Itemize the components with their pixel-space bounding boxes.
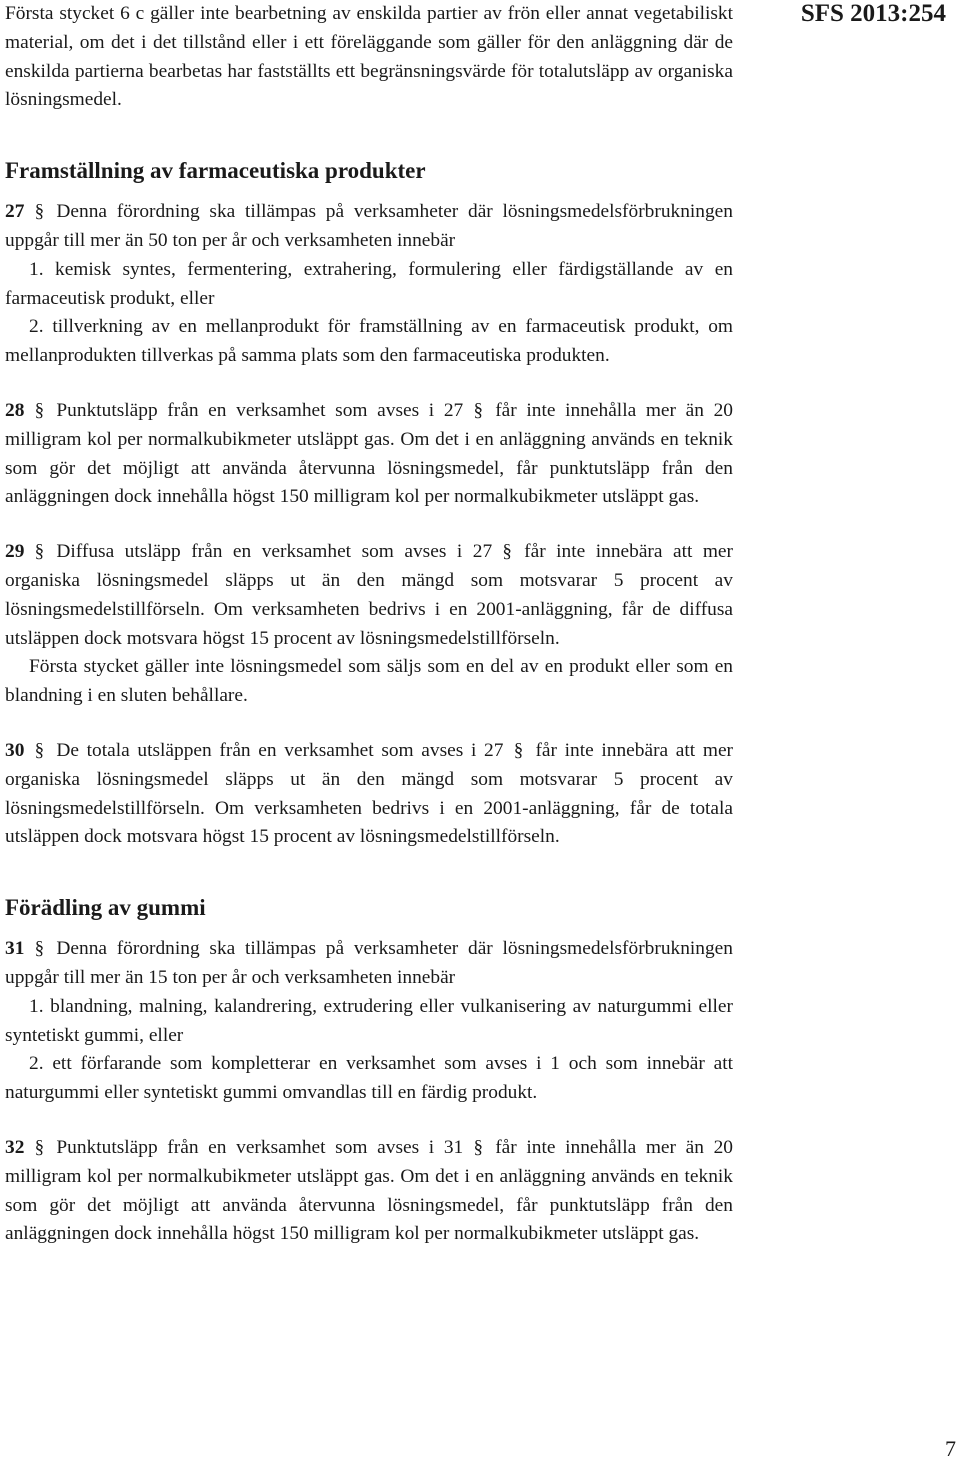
section-number: 29 (5, 541, 25, 563)
section-symbol: § (34, 201, 45, 223)
page-number: 7 (945, 1436, 956, 1461)
section-number: 28 (5, 399, 25, 421)
section-symbol: § (34, 541, 45, 563)
list-item: 2. tillverkning av en mellanprodukt för framställning av en farmaceutisk produkt, om mellanprodukten tillverkas på samma plats som den farmaceutiska produkten. (5, 316, 733, 367)
document-code: SFS 2013:254 (800, 0, 946, 27)
intro-paragraph: Första stycket 6 c gäller inte bearbetning av enskilda partier av frön eller annat vegetabiliskt material, om det i det tillstånd eller i ett föreläggande som gäller för den anläggning där de enskilda partierna bearbetas har fastställts ett begränsningsvärde för totalutsläpp av organiska lösningsmedel. (5, 3, 733, 111)
section-symbol: § (34, 938, 45, 960)
section-32 (5, 1134, 733, 1249)
section-symbol: § (473, 1136, 483, 1158)
section-28-text-cont: får inte innehålla mer än 20 milligram kol per normalkubikmeter utsläppt gas. Om det i en anläggning används en teknik som gör det möjligt att använda återvunna lösningsmedel, får punktutsläpp från den anläggningen dock innehålla högst 150 milligram kol per normalkubikmeter utsläppt gas. (5, 399, 733, 508)
section-30-text: De totala utsläppen från en verksamhet som avses i 27 (56, 739, 504, 761)
page-body (5, 0, 733, 1249)
list-item: 1. blandning, malning, kalandrering, extrudering eller vulkanisering av naturgummi eller syntetiskt gummi, eller (5, 995, 733, 1046)
section-28-text: Punktutsläpp från en verksamhet som avses i 27 (56, 399, 464, 421)
list-item: 1. kemisk syntes, fermentering, extrahering, formulering eller färdigställande av en farmaceutisk produkt, eller (5, 258, 733, 309)
section-symbol: § (473, 399, 483, 421)
section-symbol: § (34, 1136, 45, 1158)
list-item: 2. ett förfarande som kompletterar en verksamhet som avses i 1 och som innebär att naturgummi eller syntetiskt gummi omvandlas till en färdig produkt. (5, 1053, 733, 1104)
section-number: 30 (5, 739, 25, 761)
section-27 (5, 198, 733, 256)
section-29-second-paragraph: Första stycket gäller inte lösningsmedel som säljs som en del av en produkt eller som en blandning i en sluten behållare. (5, 656, 733, 707)
section-number: 32 (5, 1136, 25, 1158)
section-symbol: § (34, 399, 45, 421)
section-number: 27 (5, 201, 25, 223)
heading-rubber: Förädling av gummi (5, 895, 206, 921)
section-32-text: Punktutsläpp från en verksamhet som avses i 31 (56, 1136, 464, 1158)
section-symbol: § (513, 739, 524, 761)
section-29-text-cont: får inte innebära att mer organiska lösningsmedel släpps ut än den mängd som motsvarar 5 procent av lösningsmedelstillförseln. Om verksamheten bedrivs i en 2001-anläggning, får de diffusa utsläppen dock motsvara högst 15 procent av lösningsmedelstillförseln. (5, 541, 733, 649)
section-31-text: Denna förordning ska tillämpas på verksamheter där lösningsmedelsförbrukningen uppgår till mer än 15 ton per år och verksamheten innebär (5, 938, 733, 988)
section-number: 31 (5, 938, 25, 960)
section-32-text-cont: får inte innehålla mer än 20 milligram kol per normalkubikmeter utsläppt gas. Om det i en anläggning används en teknik som gör det möjligt att använda återvunna lösningsmedel, får punktutsläpp från den anläggningen dock innehålla högst 150 milligram kol per normalkubikmeter utsläppt gas. (5, 1136, 733, 1245)
section-symbol: § (502, 541, 512, 563)
heading-pharma: Framställning av farmaceutiska produkter (5, 158, 426, 184)
section-28 (5, 397, 733, 512)
section-30-text-cont: får inte innebära att mer organiska lösningsmedel släpps ut än den mängd som motsvarar 5 procent av lösningsmedelstillförseln. Om verksamheten bedrivs i en 2001-anläggning, får de totala utsläppen dock motsvara högst 15 procent av lösningsmedelstillförseln. (5, 739, 734, 848)
section-29-text: Diffusa utsläpp från en verksamhet som avses i 27 (56, 541, 493, 563)
section-30 (5, 737, 733, 852)
section-symbol: § (34, 739, 45, 761)
section-27-text: Denna förordning ska tillämpas på verksamheter där lösningsmedelsförbrukningen uppgår till mer än 50 ton per år och verksamheten innebär (5, 201, 733, 251)
section-31 (5, 935, 733, 993)
section-29 (5, 538, 733, 653)
